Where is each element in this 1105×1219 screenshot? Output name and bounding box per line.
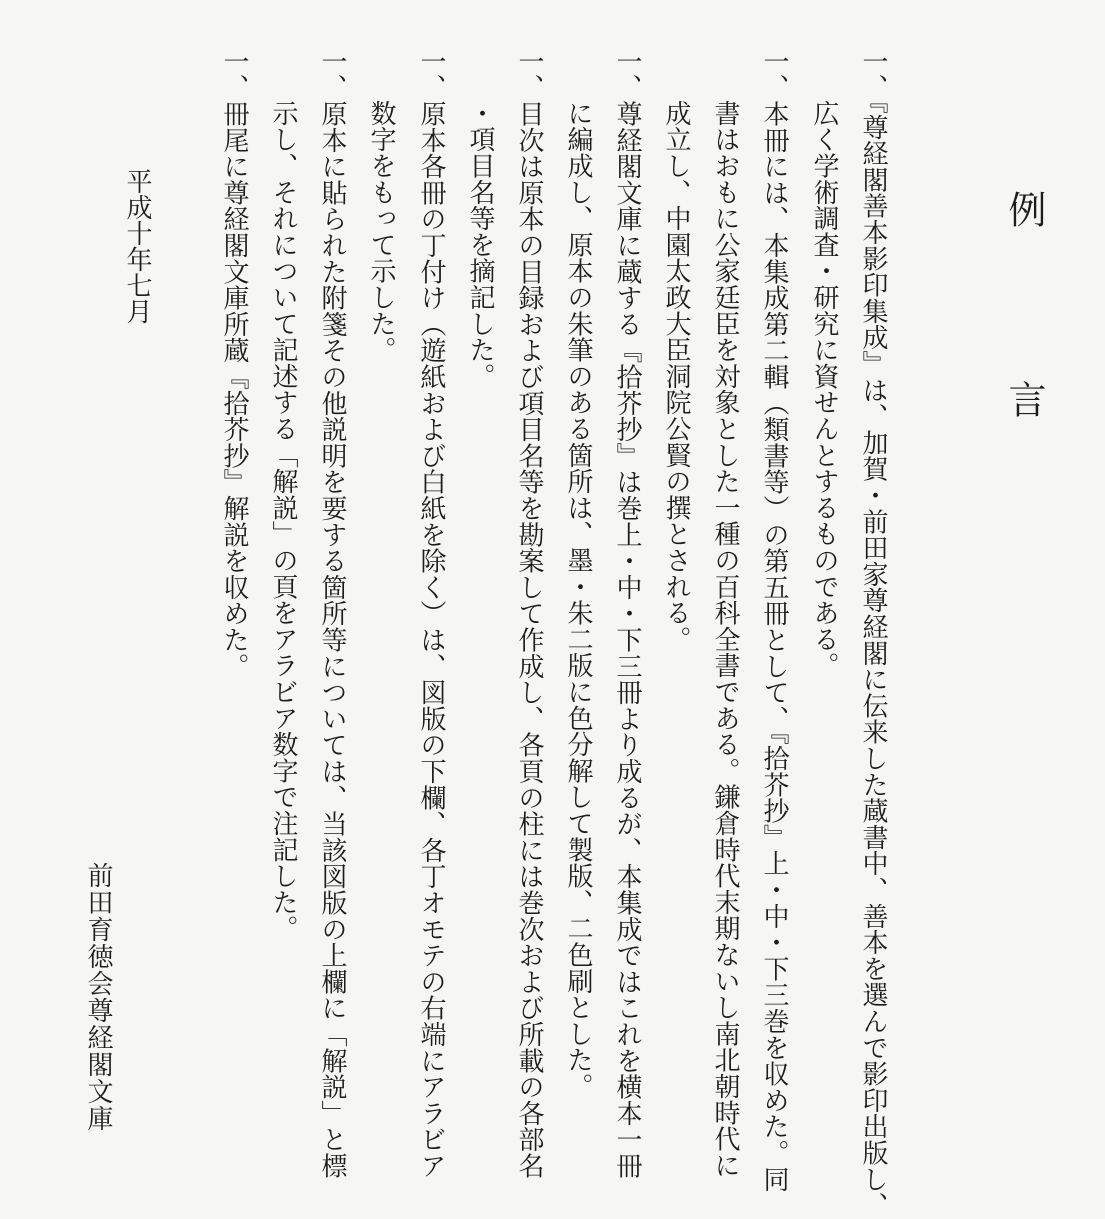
preface-line: ・項目名等を摘記した。 <box>465 100 495 390</box>
preface-line: 一、原本各冊の丁付け（遊紙および白紙を除く）は、図版の下欄、各丁オモテの右端にアラビア <box>416 48 446 1179</box>
preface-line: 示し、それについて記述する「解説」の頁をアラビア数字で注記した。 <box>268 100 298 942</box>
preface-line: 広く学術調査・研究に資せんとするものである。 <box>809 100 839 679</box>
preface-line: 一、目次は原本の目録および項目名等を勘案して作成し、各頁の柱には巻次および所載の各部名 <box>514 48 544 1179</box>
preface-line: 一、原本に貼られた附箋その他説明を要する箇所等については、当該図版の上欄に「解説」と標 <box>317 48 347 1179</box>
preface-line: 一、本冊には、本集成第二輯（類書等）の第五冊として、『拾芥抄』上・中・下三巻を収めた。同 <box>759 48 789 1193</box>
preface-line: 成立し、中園太政大臣洞院公賢の撰とされる。 <box>661 100 691 653</box>
publisher-line: 前田育徳会尊経閣文庫 <box>83 862 113 1132</box>
preface-line: 数字をもって示した。 <box>366 100 396 363</box>
preface-line: 一、尊経閣文庫に蔵する『拾芥抄』は巻上・中・下三冊より成るが、本集成ではこれを横本一冊 <box>612 48 642 1179</box>
preface-line: 一、冊尾に尊経閣文庫所蔵『拾芥抄』解説を収めた。 <box>219 48 249 680</box>
preface-line: 書はおもに公家廷臣を対象とした一種の百科全書である。鎌倉時代末期ないし南北朝時代に <box>710 100 740 1179</box>
preface-line: 一、『尊経閣善本影印集成』は、加賀・前田家尊経閣に伝来した蔵書中、善本を選んで影印出版し、 <box>858 48 888 1219</box>
date-line: 平成十年七月 <box>122 168 152 324</box>
page-title: 例言 <box>1002 190 1046 570</box>
preface-line: に編成し、原本の朱筆のある箇所は、墨・朱二版に色分解して製版、二色刷とした。 <box>563 100 593 1100</box>
